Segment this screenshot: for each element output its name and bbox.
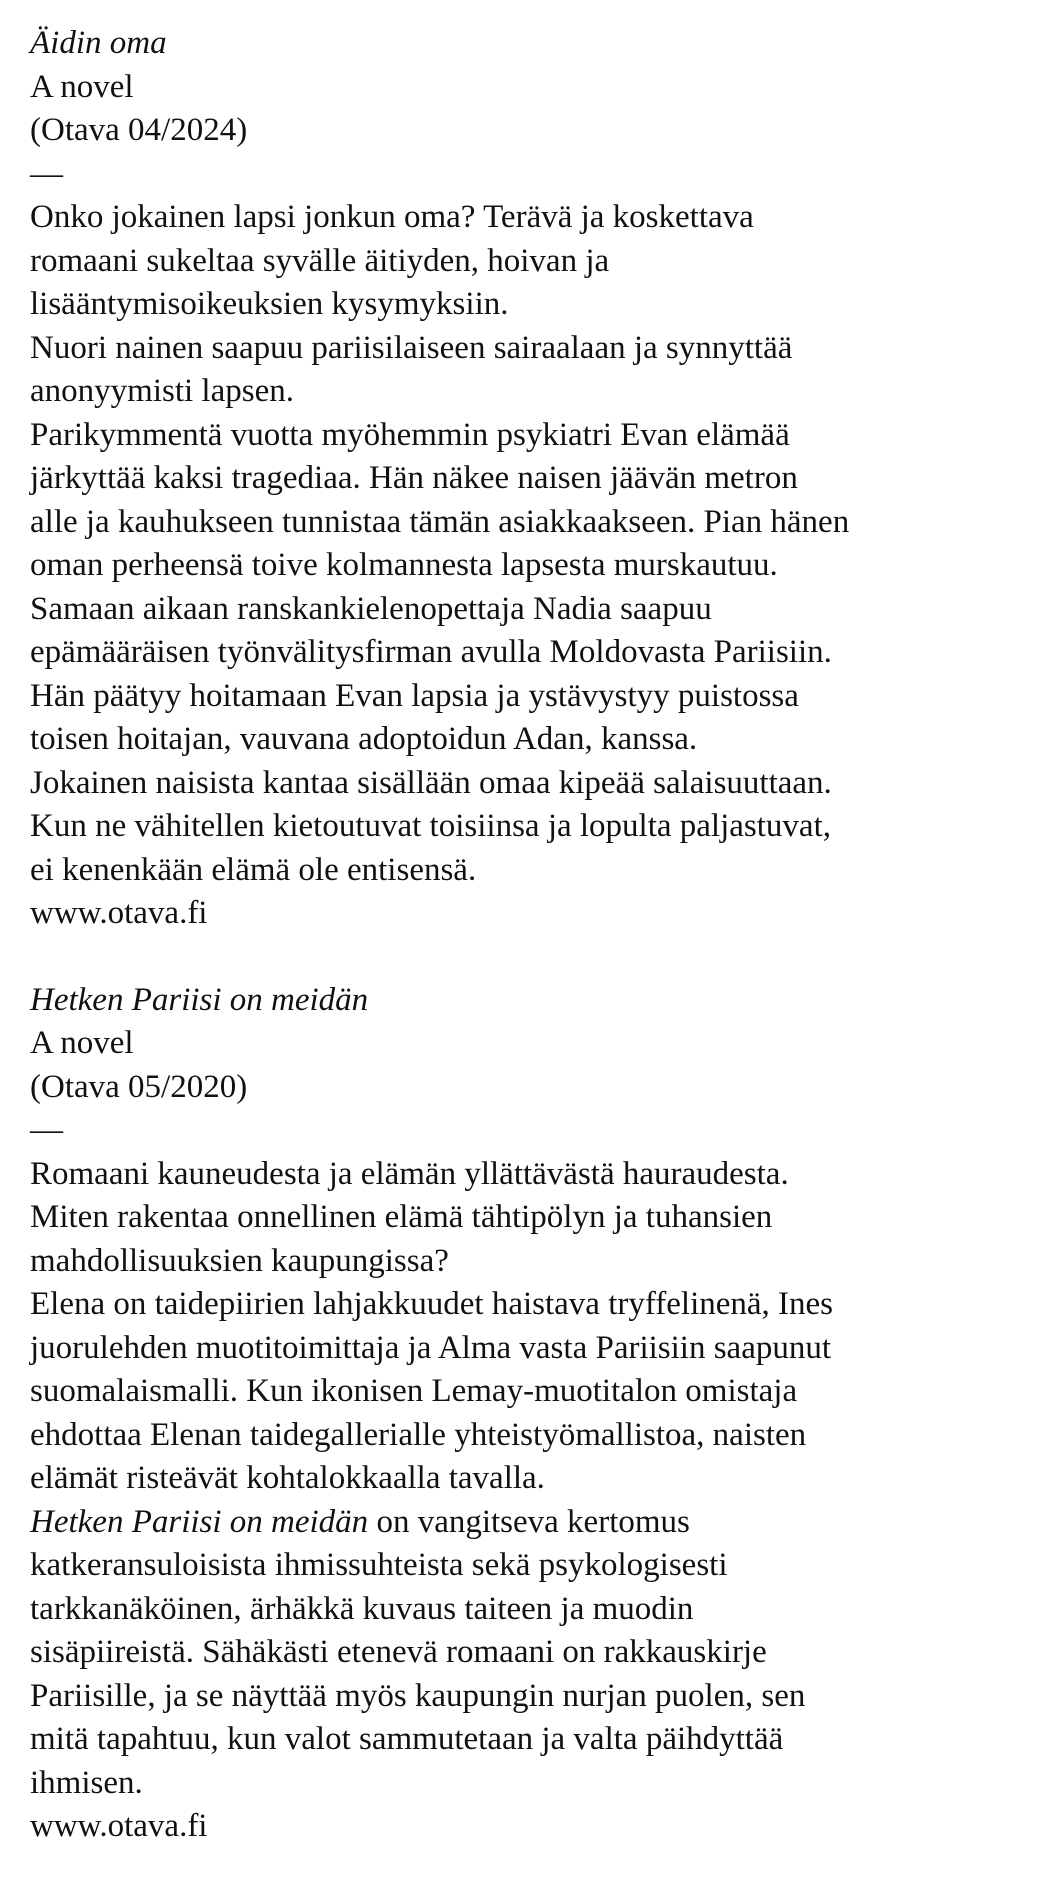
inline-book-title: Hetken Pariisi on meidän: [30, 1503, 369, 1540]
book-entry-hetken-pariisi: [30, 979, 1042, 1849]
description-line: järkyttää kaksi tragediaa. Hän näkee naisen jäävän metron: [30, 460, 798, 496]
description-line: Nuori nainen saapuu pariisilaiseen sairaalaan ja synnyttää: [30, 329, 793, 366]
description-line: ihmisen.: [30, 1764, 143, 1801]
description-line: Pariisille, ja se näyttää myös kaupungin nurjan puolen, sen: [30, 1677, 806, 1714]
description-line: oman perheensä toive kolmannesta lapsesta murskautuu.: [30, 547, 778, 583]
description-line: Jokainen naisista kantaa sisällään omaa kipeää salaisuuttaan.: [30, 764, 832, 801]
description-line: Miten rakentaa onnellinen elämä tähtipölyn ja tuhansien: [30, 1199, 773, 1235]
description-line: juorulehden muotitoimittaja ja Alma vasta Pariisiin saapunut: [30, 1329, 832, 1366]
description-line: Elena on taidepiirien lahjakkuudet haistava tryffelinenä, Ines: [30, 1286, 834, 1322]
otava-link[interactable]: www.otava.fi: [30, 895, 208, 931]
description-line: lisääntymisoikeuksien kysymyksiin.: [30, 286, 509, 322]
book-genre: A novel: [30, 1025, 134, 1061]
description-line: romaani sukeltaa syvälle äitiyden, hoivan ja: [30, 242, 610, 279]
book-genre: A novel: [30, 68, 134, 105]
book-publisher: (Otava 05/2020): [30, 1068, 248, 1105]
description-line: epämääräisen työnvälitysfirman avulla Moldovasta Pariisiin.: [30, 634, 832, 670]
description-line: toisen hoitajan, vauvana adoptoidun Adan, kanssa.: [30, 721, 698, 757]
description-line: suomalaismalli. Kun ikonisen Lemay-muotitalon omistaja: [30, 1373, 798, 1409]
description-line: anonyymisti lapsen.: [30, 373, 294, 409]
separator-dash: —: [30, 1112, 63, 1148]
otava-link[interactable]: www.otava.fi: [30, 1808, 208, 1844]
description-line: elämät risteävät kohtalokkaalla tavalla.: [30, 1460, 545, 1496]
separator-dash: —: [30, 155, 63, 192]
description-line: katkeransuloisista ihmissuhteista sekä psykologisesti: [30, 1547, 728, 1583]
description-line: mahdollisuuksien kaupungissa?: [30, 1242, 449, 1279]
description-line: ehdottaa Elenan taidegallerialle yhteistyömallistoa, naisten: [30, 1416, 807, 1453]
description-line: sisäpiireistä. Sähäkästi etenevä romaani on rakkauskirje: [30, 1634, 767, 1670]
description-line: Samaan aikaan ranskankielenopettaja Nadia saapuu: [30, 590, 712, 627]
description-line: mitä tapahtuu, kun valot sammutetaan ja valta päihdyttää: [30, 1721, 784, 1757]
description-line: Kun ne vähitellen kietoutuvat toisiinsa ja lopulta paljastuvat,: [30, 808, 831, 844]
book-entry-aidin-oma: [30, 22, 1042, 936]
description-line: tarkkanäköinen, ärhäkkä kuvaus taiteen ja muodin: [30, 1590, 694, 1627]
description-line: Parikymmentä vuotta myöhemmin psykiatri Evan elämää: [30, 416, 790, 453]
description-line: Onko jokainen lapsi jonkun oma? Terävä ja koskettava: [30, 199, 754, 235]
book-description: [30, 1153, 1042, 1806]
description-line: alle ja kauhukseen tunnistaa tämän asiakkaakseen. Pian hänen: [30, 503, 850, 540]
description-line: Hän päätyy hoitamaan Evan lapsia ja ystävystyy puistossa: [30, 677, 799, 714]
book-description: [30, 196, 1042, 892]
description-line: ei kenenkään elämä ole entisensä.: [30, 851, 477, 888]
book-title: Hetken Pariisi on meidän: [30, 981, 369, 1018]
book-publisher: (Otava 04/2024): [30, 112, 248, 148]
description-line-with-title: [30, 1501, 1042, 1545]
description-line: Romaani kauneudesta ja elämän yllättävästä hauraudesta.: [30, 1155, 789, 1192]
book-title: Äidin oma: [30, 25, 167, 61]
description-text: on vangitseva kertomus: [368, 1503, 690, 1540]
